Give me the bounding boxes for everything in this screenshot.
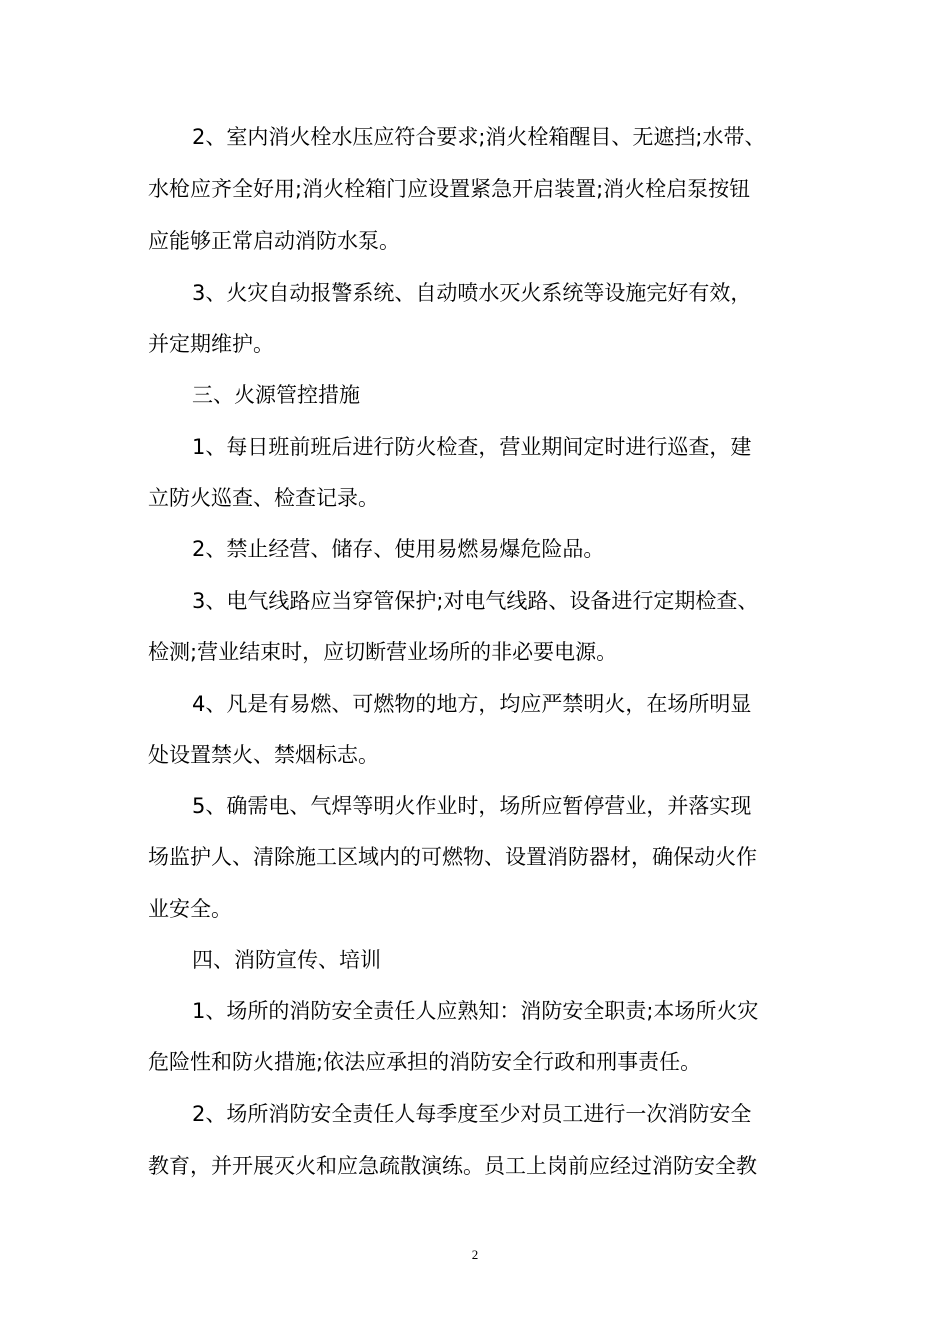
section-heading: 四、消防宣传、培训 [192,948,381,972]
text-line: 3、电气线路应当穿管保护;对电气线路、设备进行定期检查、 [192,589,759,613]
text-line: 危险性和防火措施;依法应承担的消防安全行政和刑事责任。 [148,1050,702,1074]
text-line: 4、凡是有易燃、可燃物的地方，均应严禁明火，在场所明显 [192,692,752,716]
text-line: 处设置禁火、禁烟标志。 [148,743,379,767]
text-line: 应能够正常启动消防水泵。 [148,229,400,253]
page-number: 2 [471,1247,479,1262]
text-line: 2、禁止经营、储存、使用易燃易爆危险品。 [192,537,605,561]
text-line: 5、确需电、气焊等明火作业时，场所应暂停营业，并落实现 [192,794,752,818]
text-line: 1、场所的消防安全责任人应熟知：消防安全职责;本场所火灾 [192,999,759,1023]
text-line: 教育，并开展灭火和应急疏散演练。员工上岗前应经过消防安全教 [148,1154,757,1178]
text-line: 2、室内消火栓水压应符合要求;消火栓箱醒目、无遮挡;水带、 [192,125,766,149]
text-line: 1、每日班前班后进行防火检查，营业期间定时进行巡查，建 [192,435,752,459]
text-line: 立防火巡查、检查记录。 [148,486,379,510]
section-heading: 三、火源管控措施 [192,383,360,407]
text-line: 3、火灾自动报警系统、自动喷水灭火系统等设施完好有效， [192,281,752,305]
text-line: 场监护人、清除施工区域内的可燃物、设置消防器材，确保动火作 [148,845,757,869]
text-line: 业安全。 [148,897,232,921]
text-line: 2、场所消防安全责任人每季度至少对员工进行一次消防安全 [192,1102,752,1126]
text-line: 水枪应齐全好用;消火栓箱门应设置紧急开启装置;消火栓启泵按钮 [148,177,751,201]
text-line: 并定期维护。 [148,332,274,356]
text-line: 检测;营业结束时，应切断营业场所的非必要电源。 [148,640,618,664]
